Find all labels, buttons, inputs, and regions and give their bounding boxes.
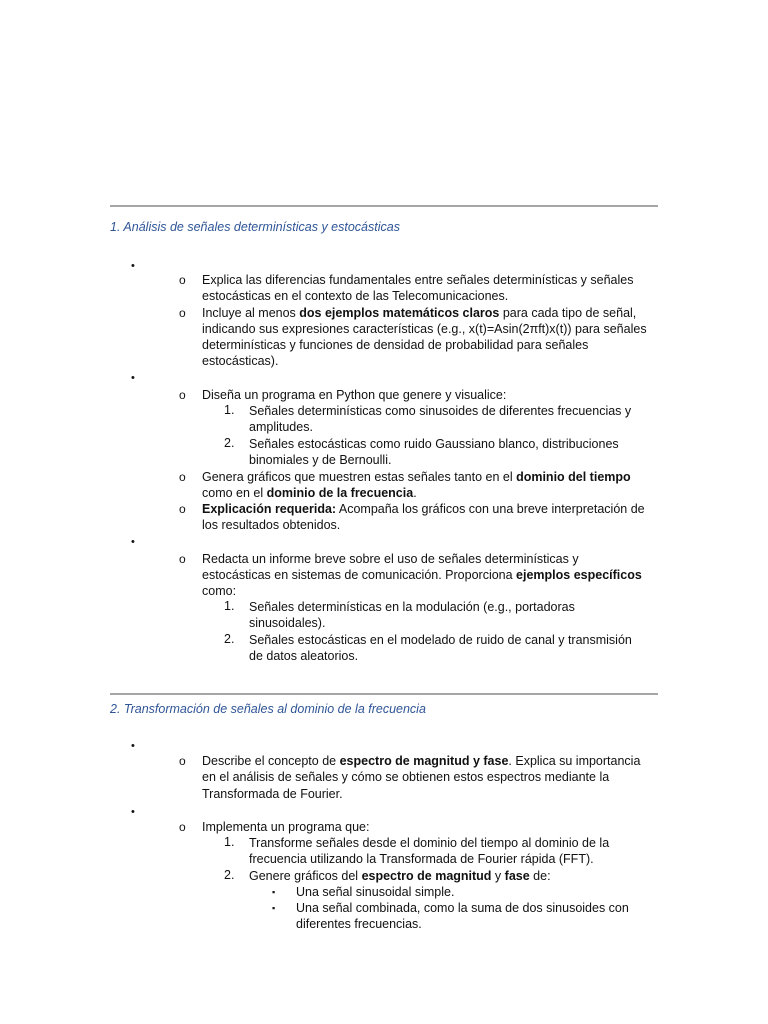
text-line: los resultados obtenidos. <box>202 518 341 532</box>
text-line: Explicación requerida: Acompaña los gráficos con una breve interpretación de <box>202 502 645 516</box>
text-line: de datos aleatorios. <box>249 649 359 663</box>
text-line: sinusoidales). <box>249 616 326 630</box>
text-line: estocásticas). <box>202 354 279 368</box>
bullet-marker: • <box>131 260 135 272</box>
text-line: Transforme señales desde el dominio del tiempo al dominio de la <box>249 836 610 850</box>
text-line: Explica las diferencias fundamentales entre señales determinísticas y señales <box>202 273 634 287</box>
bullet-marker: • <box>131 740 135 752</box>
sub-bullet-marker: o <box>179 470 186 484</box>
text-line: en el análisis de señales y cómo se obtienen estos espectros mediante la <box>202 770 610 784</box>
text-line: diferentes frecuencias. <box>296 917 422 931</box>
list-number: 2. <box>224 632 235 646</box>
sub-bullet-marker: o <box>179 754 186 768</box>
bullet-marker: • <box>131 806 135 818</box>
text-line: frecuencia utilizando la Transformada de Fourier rápida (FFT). <box>249 852 594 866</box>
square-bullet-marker: ▪ <box>272 887 276 897</box>
text-line: Incluye al menos dos ejemplos matemáticos claros para cada tipo de señal, <box>202 306 637 320</box>
text-line: como en el dominio de la frecuencia. <box>202 486 417 500</box>
text-line: Una señal sinusoidal simple. <box>296 885 455 899</box>
sub-bullet-marker: o <box>179 306 186 320</box>
sub-bullet-marker: o <box>179 273 186 287</box>
section-divider <box>110 205 658 207</box>
list-number: 1. <box>224 403 235 417</box>
text-line: indicando sus expresiones características (e.g., x(t)=Asin(2πft)x(t)) para señales <box>202 322 647 336</box>
text-line: Genere gráficos del espectro de magnitud y fase de: <box>249 869 551 883</box>
list-number: 1. <box>224 599 235 613</box>
text-line: Describe el concepto de espectro de magnitud y fase. Explica su importancia <box>202 754 641 768</box>
sub-bullet-marker: o <box>179 388 186 402</box>
text-line: como: <box>202 584 237 598</box>
bullet-marker: • <box>131 536 135 548</box>
text-line: Diseña un programa en Python que genere y visualice: <box>202 388 507 402</box>
text-line: Implementa un programa que: <box>202 820 370 834</box>
text-line: Transformada de Fourier. <box>202 787 343 801</box>
text-line: Genera gráficos que muestren estas señales tanto en el dominio del tiempo <box>202 470 631 484</box>
text-line: Señales determinísticas en la modulación (e.g., portadoras <box>249 600 575 614</box>
text-line: Señales estocásticas como ruido Gaussiano blanco, distribuciones <box>249 437 619 451</box>
sub-bullet-marker: o <box>179 502 186 516</box>
text-line: determinísticas y funciones de densidad de probabilidad para señales <box>202 338 589 352</box>
text-line: estocásticas en sistemas de comunicación. Proporciona ejemplos específicos <box>202 568 642 582</box>
sub-bullet-marker: o <box>179 820 186 834</box>
sub-bullet-marker: o <box>179 552 186 566</box>
text-line: estocásticas en el contexto de las Telecomunicaciones. <box>202 289 509 303</box>
bullet-marker: • <box>131 372 135 384</box>
list-number: 2. <box>224 868 235 882</box>
section-1-heading: 1. Análisis de señales determinísticas y estocásticas <box>110 220 400 234</box>
section-2-heading: 2. Transformación de señales al dominio de la frecuencia <box>110 702 426 716</box>
list-number: 1. <box>224 835 235 849</box>
text-line: Una señal combinada, como la suma de dos sinusoides con <box>296 901 629 915</box>
list-number: 2. <box>224 436 235 450</box>
text-line: binomiales y de Bernoulli. <box>249 453 392 467</box>
text-line: Señales determinísticas como sinusoides de diferentes frecuencias y <box>249 404 632 418</box>
square-bullet-marker: ▪ <box>272 903 276 913</box>
text-line: Redacta un informe breve sobre el uso de señales determinísticas y <box>202 552 579 566</box>
text-line: Señales estocásticas en el modelado de ruido de canal y transmisión <box>249 633 632 647</box>
text-line: amplitudes. <box>249 420 313 434</box>
section-divider <box>110 693 658 695</box>
